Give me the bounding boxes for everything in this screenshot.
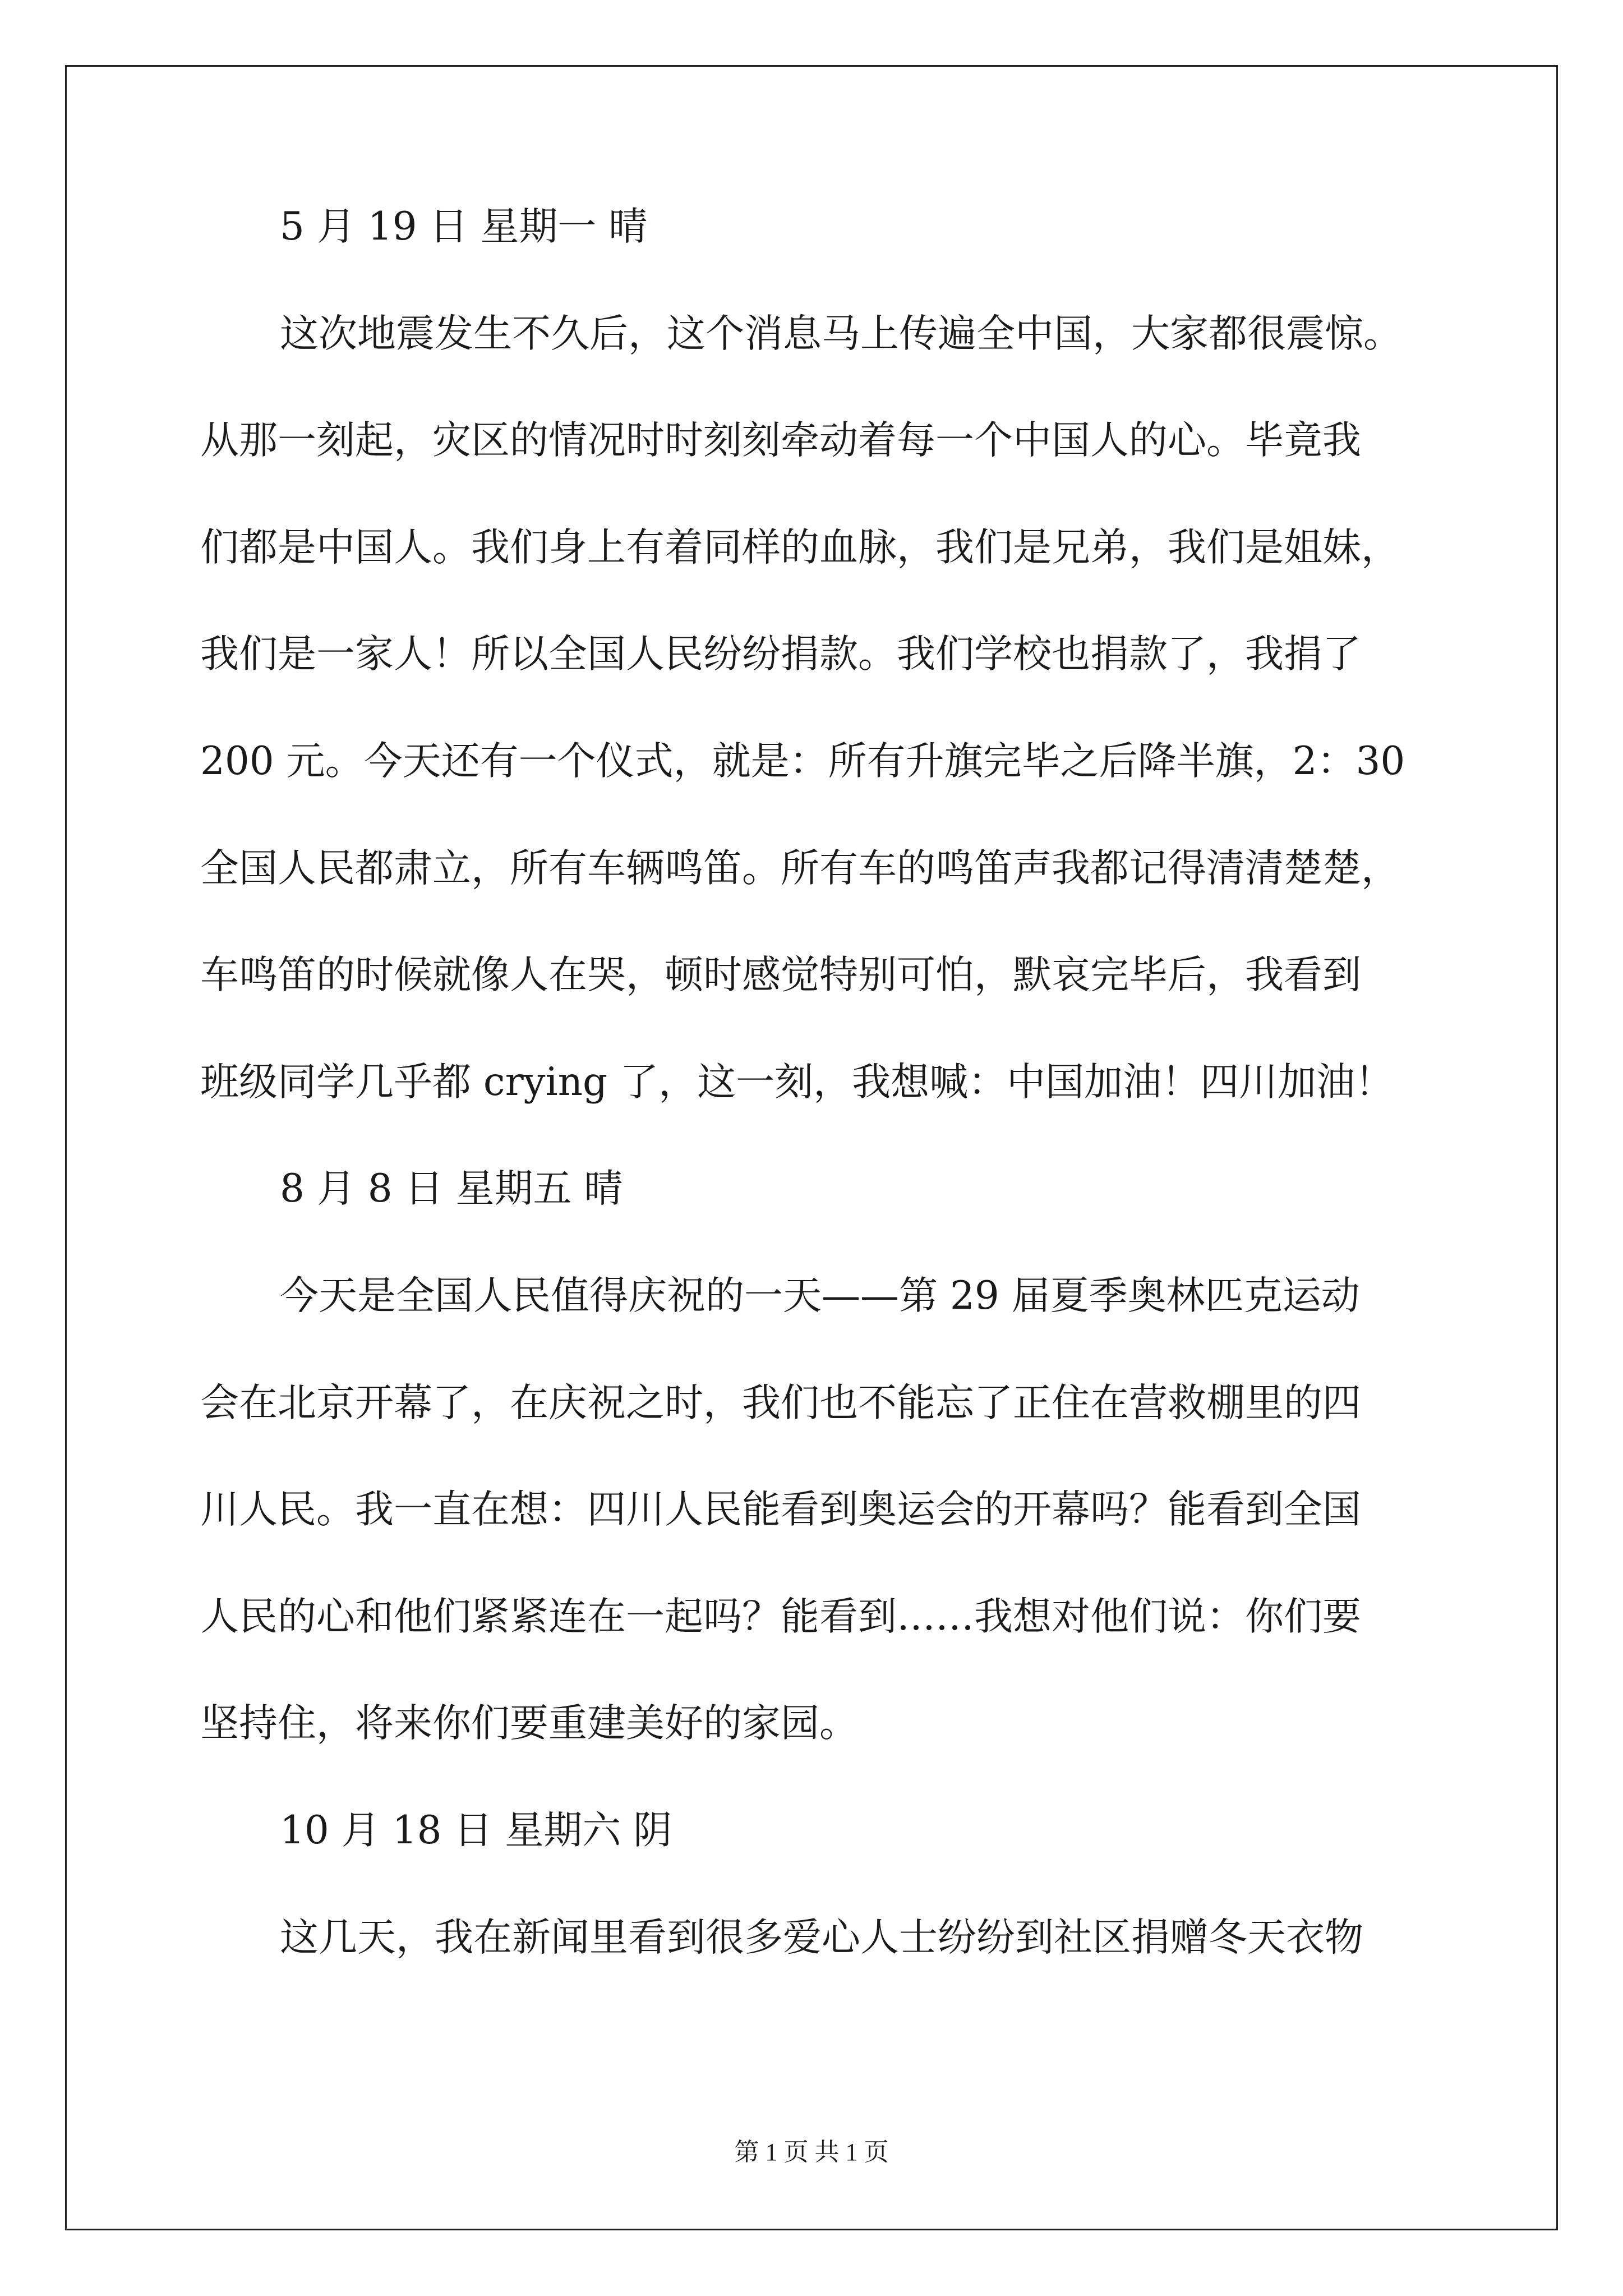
- text-line: 人民的心和他们紧紧连在一起吗？能看到……我想对他们说：你们要: [200, 1594, 1361, 1639]
- page-frame: [65, 65, 1558, 2230]
- text-line: 8 月 8 日 星期五 晴: [280, 1166, 623, 1212]
- text-line: 5 月 19 日 星期一 晴: [280, 204, 648, 249]
- text-line: 这几天，我在新闻里看到很多爱心人士纷纷到社区捐赠冬天衣物: [280, 1915, 1363, 1960]
- text-line: 们都是中国人。我们身上有着同样的血脉，我们是兄弟，我们是姐妹，: [200, 524, 1400, 570]
- text-line: 这次地震发生不久后，这个消息马上传遍全中国，大家都很震惊。: [280, 311, 1402, 356]
- text-line: 200 元。今天还有一个仪式，就是：所有升旗完毕之后降半旗，2：30: [200, 739, 1405, 784]
- text-line: 会在北京开幕了，在庆祝之时，我们也不能忘了正住在营救棚里的四: [200, 1380, 1361, 1425]
- text-line: 今天是全国人民值得庆祝的一天——第 29 届夏季奥林匹克运动: [280, 1273, 1360, 1318]
- text-line: 10 月 18 日 星期六 阴: [280, 1808, 672, 1853]
- text-line: 川人民。我一直在想：四川人民能看到奥运会的开幕吗？能看到全国: [200, 1487, 1361, 1533]
- text-line: 班级同学几乎都 crying 了，这一刻，我想喊：中国加油！四川加油！: [200, 1059, 1394, 1105]
- text-line: 全国人民都肃立，所有车辆鸣笛。所有车的鸣笛声我都记得清清楚楚，: [200, 845, 1400, 891]
- text-line: 车鸣笛的时候就像人在哭，顿时感觉特别可怕，默哀完毕后，我看到: [200, 953, 1361, 998]
- text-line: 我们是一家人！所以全国人民纷纷捐款。我们学校也捐款了，我捐了: [200, 632, 1361, 677]
- text-line: 从那一刻起，灾区的情况时时刻刻牵动着每一个中国人的心。毕竟我: [200, 418, 1361, 463]
- page-footer: 第 1 页 共 1 页: [734, 2138, 889, 2166]
- text-line: 坚持住，将来你们要重建美好的家园。: [200, 1701, 858, 1746]
